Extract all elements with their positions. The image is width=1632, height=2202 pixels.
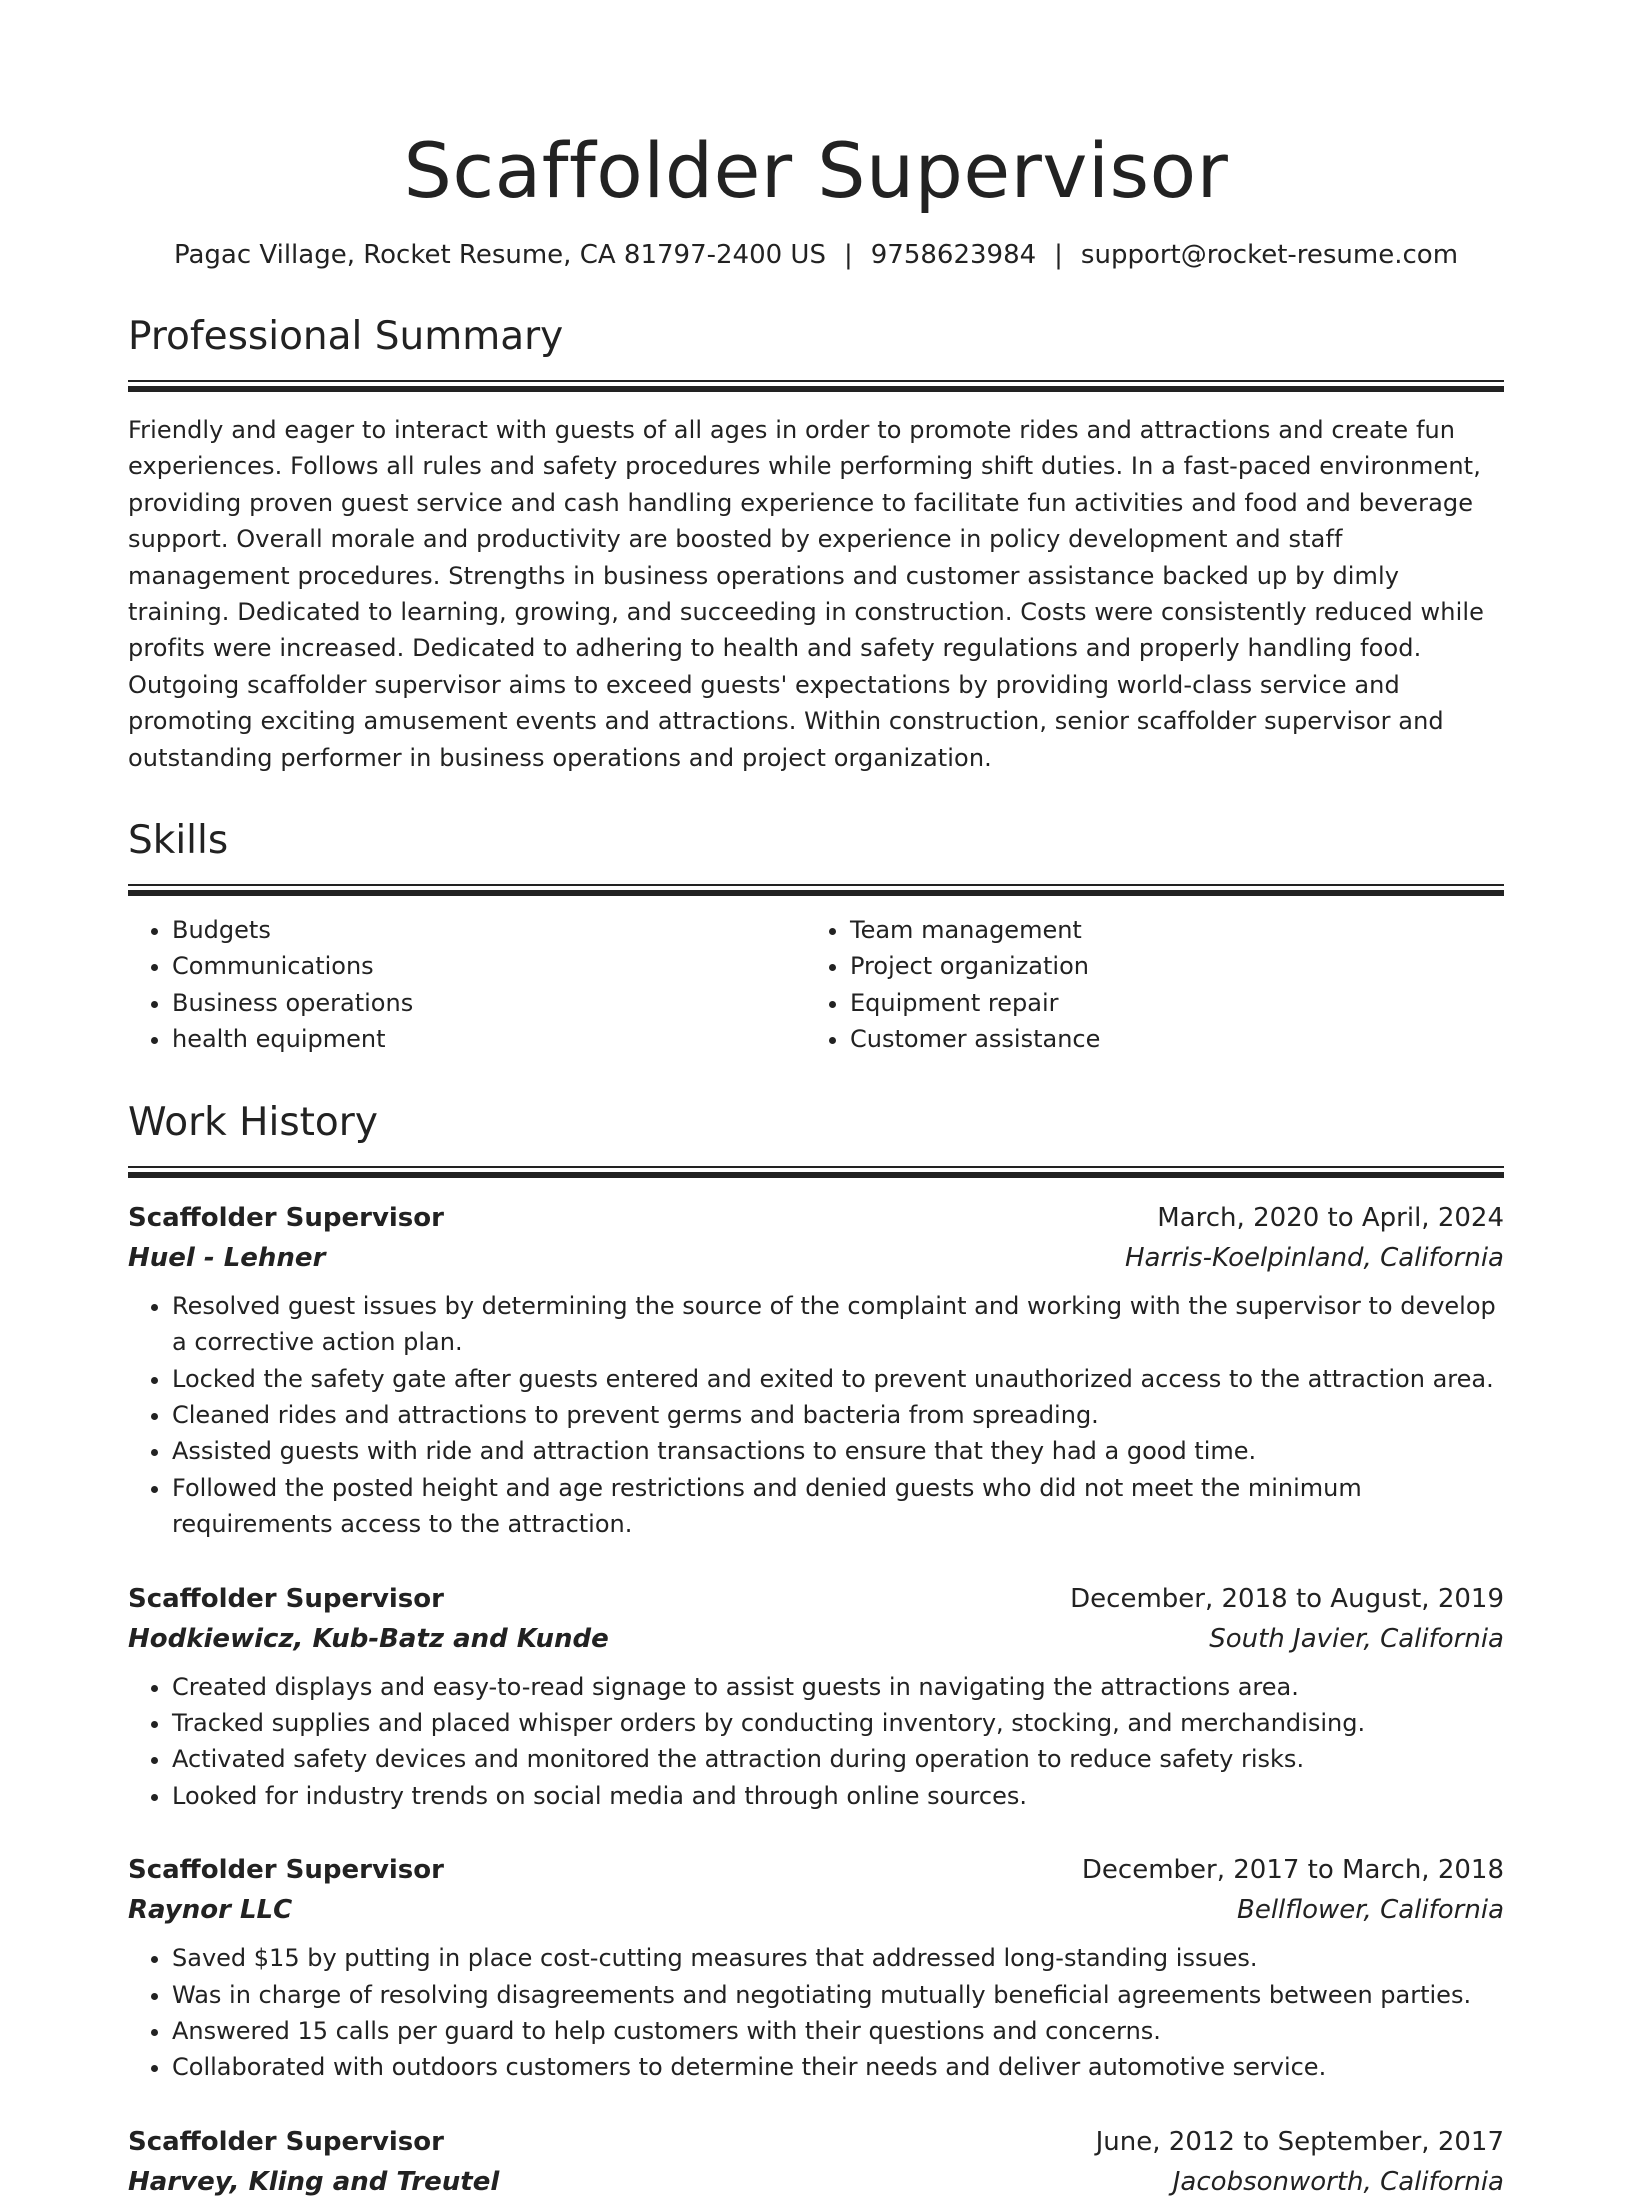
skill-item: • Communications	[172, 948, 806, 984]
summary-text: Friendly and eager to interact with guests of all ages in order to promote rides and attractions and create fun experiences. Follows all rules and safety procedures while performing shift duties. In a fast-paced environment, providing proven guest service and cash handling experience to facilitate fun activities and food and beverage support. Overall morale and productivity are boosted by experience in policy development and staff management procedures. Strengths in business operations and customer assistance backed up by dimly training. Dedicated to learning, growing, and succeeding in construction. Costs were consistently reduced while profits were increased. Dedicated to adhering to health and safety regulations and properly handling food. Outgoing scaffolder supervisor aims to exceed guests' expectations by providing world-class service and promoting exciting amusement events and attractions. Within construction, senior scaffolder supervisor and outstanding performer in business operations and project organization.	[128, 416, 1484, 772]
job-company: Harvey, Kling and Treutel	[128, 2166, 500, 2197]
job-entry	[128, 1850, 1504, 2086]
contact-line	[128, 238, 1504, 272]
job-bullet: • Saved $15 by putting in place cost-cutting measures that addressed long-standing issues.	[172, 1940, 1504, 1976]
contact-separator: |	[1054, 240, 1063, 270]
job-location: Harris-Koelpinland, California	[1124, 1242, 1504, 1273]
job-bullet: • Resolved guest issues by determining the source of the complaint and working with the supervisor to develop a corrective action plan.	[172, 1288, 1504, 1361]
job-entry	[128, 1198, 1504, 1543]
job-subheader	[128, 1619, 1504, 1659]
job-subheader	[128, 2162, 1504, 2202]
section-divider	[128, 1166, 1504, 1178]
job-subheader	[128, 1238, 1504, 1278]
skill-item: • Budgets	[172, 912, 806, 948]
resume-name: Scaffolder Supervisor	[403, 126, 1229, 215]
job-company: Raynor LLC	[128, 1895, 293, 1926]
skill-item: • Project organization	[850, 948, 1484, 984]
job-entry	[128, 2122, 1504, 2202]
job-dates: March, 2020 to April, 2024	[1157, 1202, 1504, 1233]
skill-item: • Business operations	[172, 985, 806, 1021]
section-divider	[128, 884, 1504, 896]
skill-item: • Equipment repair	[850, 985, 1484, 1021]
job-header	[128, 1850, 1504, 1890]
job-bullets	[128, 1288, 1504, 1543]
job-title: Scaffolder Supervisor	[128, 2126, 444, 2157]
job-entry	[128, 1579, 1504, 1815]
contact-phone: 9758623984	[870, 240, 1037, 270]
job-bullet: • Activated safety devices and monitored the attraction during operation to reduce safety risks.	[172, 1741, 1504, 1777]
job-company: Huel - Lehner	[128, 1242, 326, 1273]
skills-column-right	[806, 912, 1484, 1058]
job-bullet: • Answered 15 calls per guard to help customers with their questions and concerns.	[172, 2013, 1504, 2049]
summary-heading: Professional Summary	[128, 314, 564, 359]
job-header	[128, 1198, 1504, 1238]
skills-list	[128, 912, 1504, 1058]
job-header	[128, 1579, 1504, 1619]
job-location: Bellflower, California	[1237, 1895, 1504, 1926]
job-header	[128, 2122, 1504, 2162]
contact-address: Pagac Village, Rocket Resume, CA 81797-2400 US	[173, 240, 826, 270]
job-dates: June, 2012 to September, 2017	[1095, 2126, 1504, 2157]
section-divider	[128, 380, 1504, 392]
job-location: Jacobsonworth, California	[1172, 2166, 1504, 2197]
resume-page	[128, 0, 1504, 2202]
job-bullet: • Looked for industry trends on social media and through online sources.	[172, 1778, 1504, 1814]
job-bullets	[128, 1669, 1504, 1815]
job-title: Scaffolder Supervisor	[128, 1855, 444, 1886]
skills-section	[128, 816, 1504, 1058]
summary-section	[128, 312, 1504, 776]
skill-item: • health equipment	[172, 1021, 806, 1057]
job-bullet: • Tracked supplies and placed whisper orders by conducting inventory, stocking, and merchandising.	[172, 1705, 1504, 1741]
skill-item: • Team management	[850, 912, 1484, 948]
job-bullet: • Collaborated with outdoors customers to determine their needs and deliver automotive service.	[172, 2049, 1504, 2085]
contact-email: support@rocket-resume.com	[1080, 240, 1459, 270]
job-bullet: • Cleaned rides and attractions to prevent germs and bacteria from spreading.	[172, 1397, 1504, 1433]
job-bullet: • Assisted guests with ride and attraction transactions to ensure that they had a good time.	[172, 1433, 1504, 1469]
contact-separator: |	[843, 240, 853, 270]
job-dates: December, 2018 to August, 2019	[1070, 1583, 1504, 1614]
work-history-heading: Work History	[128, 1099, 378, 1145]
job-title: Scaffolder Supervisor	[128, 1202, 444, 1233]
skills-heading: Skills	[128, 818, 229, 864]
job-bullet: • Followed the posted height and age restrictions and denied guests who did not meet the minimum requirements access to the attraction.	[172, 1470, 1504, 1543]
work-history-section	[128, 1098, 1504, 2202]
skill-item: • Customer assistance	[850, 1021, 1484, 1057]
job-bullets	[128, 1940, 1504, 2086]
job-bullet: • Locked the safety gate after guests entered and exited to prevent unauthorized access to the attraction area.	[172, 1361, 1504, 1397]
job-bullet: • Was in charge of resolving disagreements and negotiating mutually beneficial agreements between parties.	[172, 1977, 1504, 2013]
job-title: Scaffolder Supervisor	[128, 1583, 444, 1614]
job-company: Hodkiewicz, Kub-Batz and Kunde	[128, 1623, 609, 1654]
job-subheader	[128, 1890, 1504, 1930]
skills-column-left	[128, 912, 806, 1058]
job-location: South Javier, California	[1209, 1623, 1504, 1654]
job-dates: December, 2017 to March, 2018	[1081, 1855, 1504, 1886]
job-bullet: • Created displays and easy-to-read signage to assist guests in navigating the attractions area.	[172, 1669, 1504, 1705]
